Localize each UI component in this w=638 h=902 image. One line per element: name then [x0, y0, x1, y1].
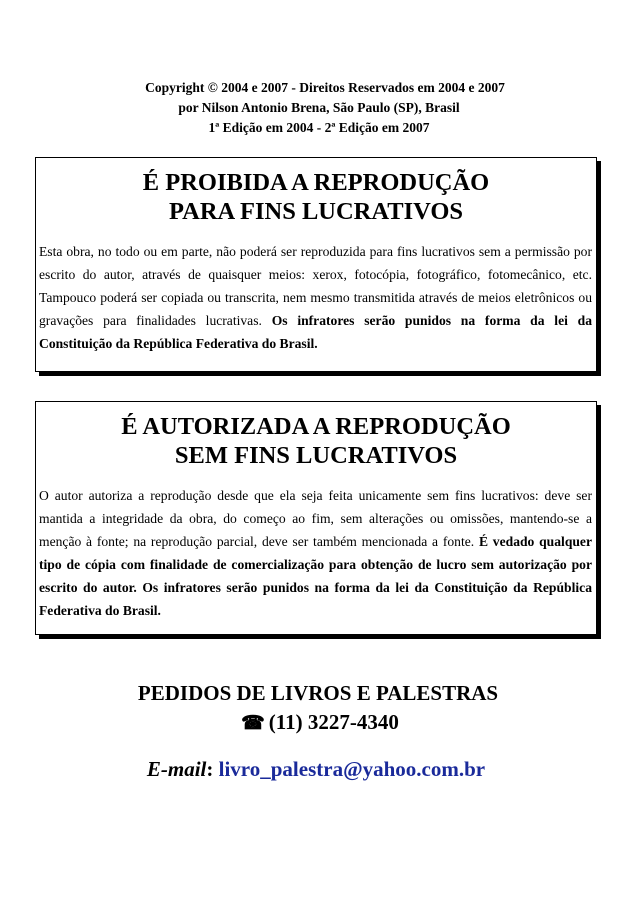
copyright-block: [40, 78, 598, 138]
authorized-reproduction-box: [35, 401, 597, 635]
telephone-icon: ☎: [241, 713, 265, 734]
prohibited-reproduction-box: [35, 157, 597, 372]
phone-line: [42, 708, 598, 738]
phone-number: (11) 3227-4340: [268, 710, 399, 734]
authorized-title-line2: SEM FINS LUCRATIVOS: [174, 442, 458, 469]
orders-heading: PEDIDOS DE LIVROS E PALESTRAS: [137, 681, 499, 705]
email-label: E-mail: [146, 757, 207, 781]
authorized-body: O autor autoriza a reprodução desde que ela seja feita unicamente sem fins lucrativos: deve ser mantida a integridade da obra, do começo ao fim, sem alterações ou omissões, mantendo-se a menção à fonte; na reprodução parcial, deve ser também mencionada a fonte.: [39, 488, 592, 549]
orders-block: [40, 679, 598, 784]
prohibited-text: [36, 240, 596, 355]
authorized-text: [36, 484, 596, 622]
prohibited-title-line1: É PROIBIDA A REPRODUÇÃO: [142, 169, 490, 196]
email-address-link[interactable]: livro_palestra@yahoo.com.br: [218, 757, 486, 781]
authorized-body-bold: É vedado qualquer tipo de cópia com finalidade de comercialização para obtenção de lucro sem autorização por escrito do autor. Os infratores serão punidos na forma da lei da Constituição da República Federativa do Brasil.: [39, 534, 593, 618]
copyright-line: Copyright © 2004 e 2007 - Direitos Reservados em 2004 e 2007: [145, 80, 505, 95]
authorized-title-line1: É AUTORIZADA A REPRODUÇÃO: [121, 413, 511, 440]
prohibited-title-line2: PARA FINS LUCRATIVOS: [169, 198, 463, 225]
email-separator: :: [206, 757, 219, 781]
author-line: por Nilson Antonio Brena, São Paulo (SP), Brasil: [178, 100, 460, 115]
prohibited-body: Esta obra, no todo ou em parte, não poderá ser reproduzida para fins lucrativos sem a permissão por escrito do autor, através de quaisquer meios: xerox, fotocópia, fotográfico, fotomecânico, etc. Tampouco poderá ser copiada ou transcrita, nem mesmo transmitida através de meios eletrônicos ou gravações para finalidades lucrativas.: [39, 244, 592, 328]
authorized-title: [36, 412, 596, 470]
email-line: [34, 755, 598, 784]
edition-line: 1ª Edição em 2004 - 2ª Edição em 2007: [208, 120, 430, 135]
prohibited-title: [36, 168, 596, 226]
prohibited-body-bold: Os infratores serão punidos na forma da lei da Constituição da República Federativa do Brasil.: [39, 313, 592, 351]
